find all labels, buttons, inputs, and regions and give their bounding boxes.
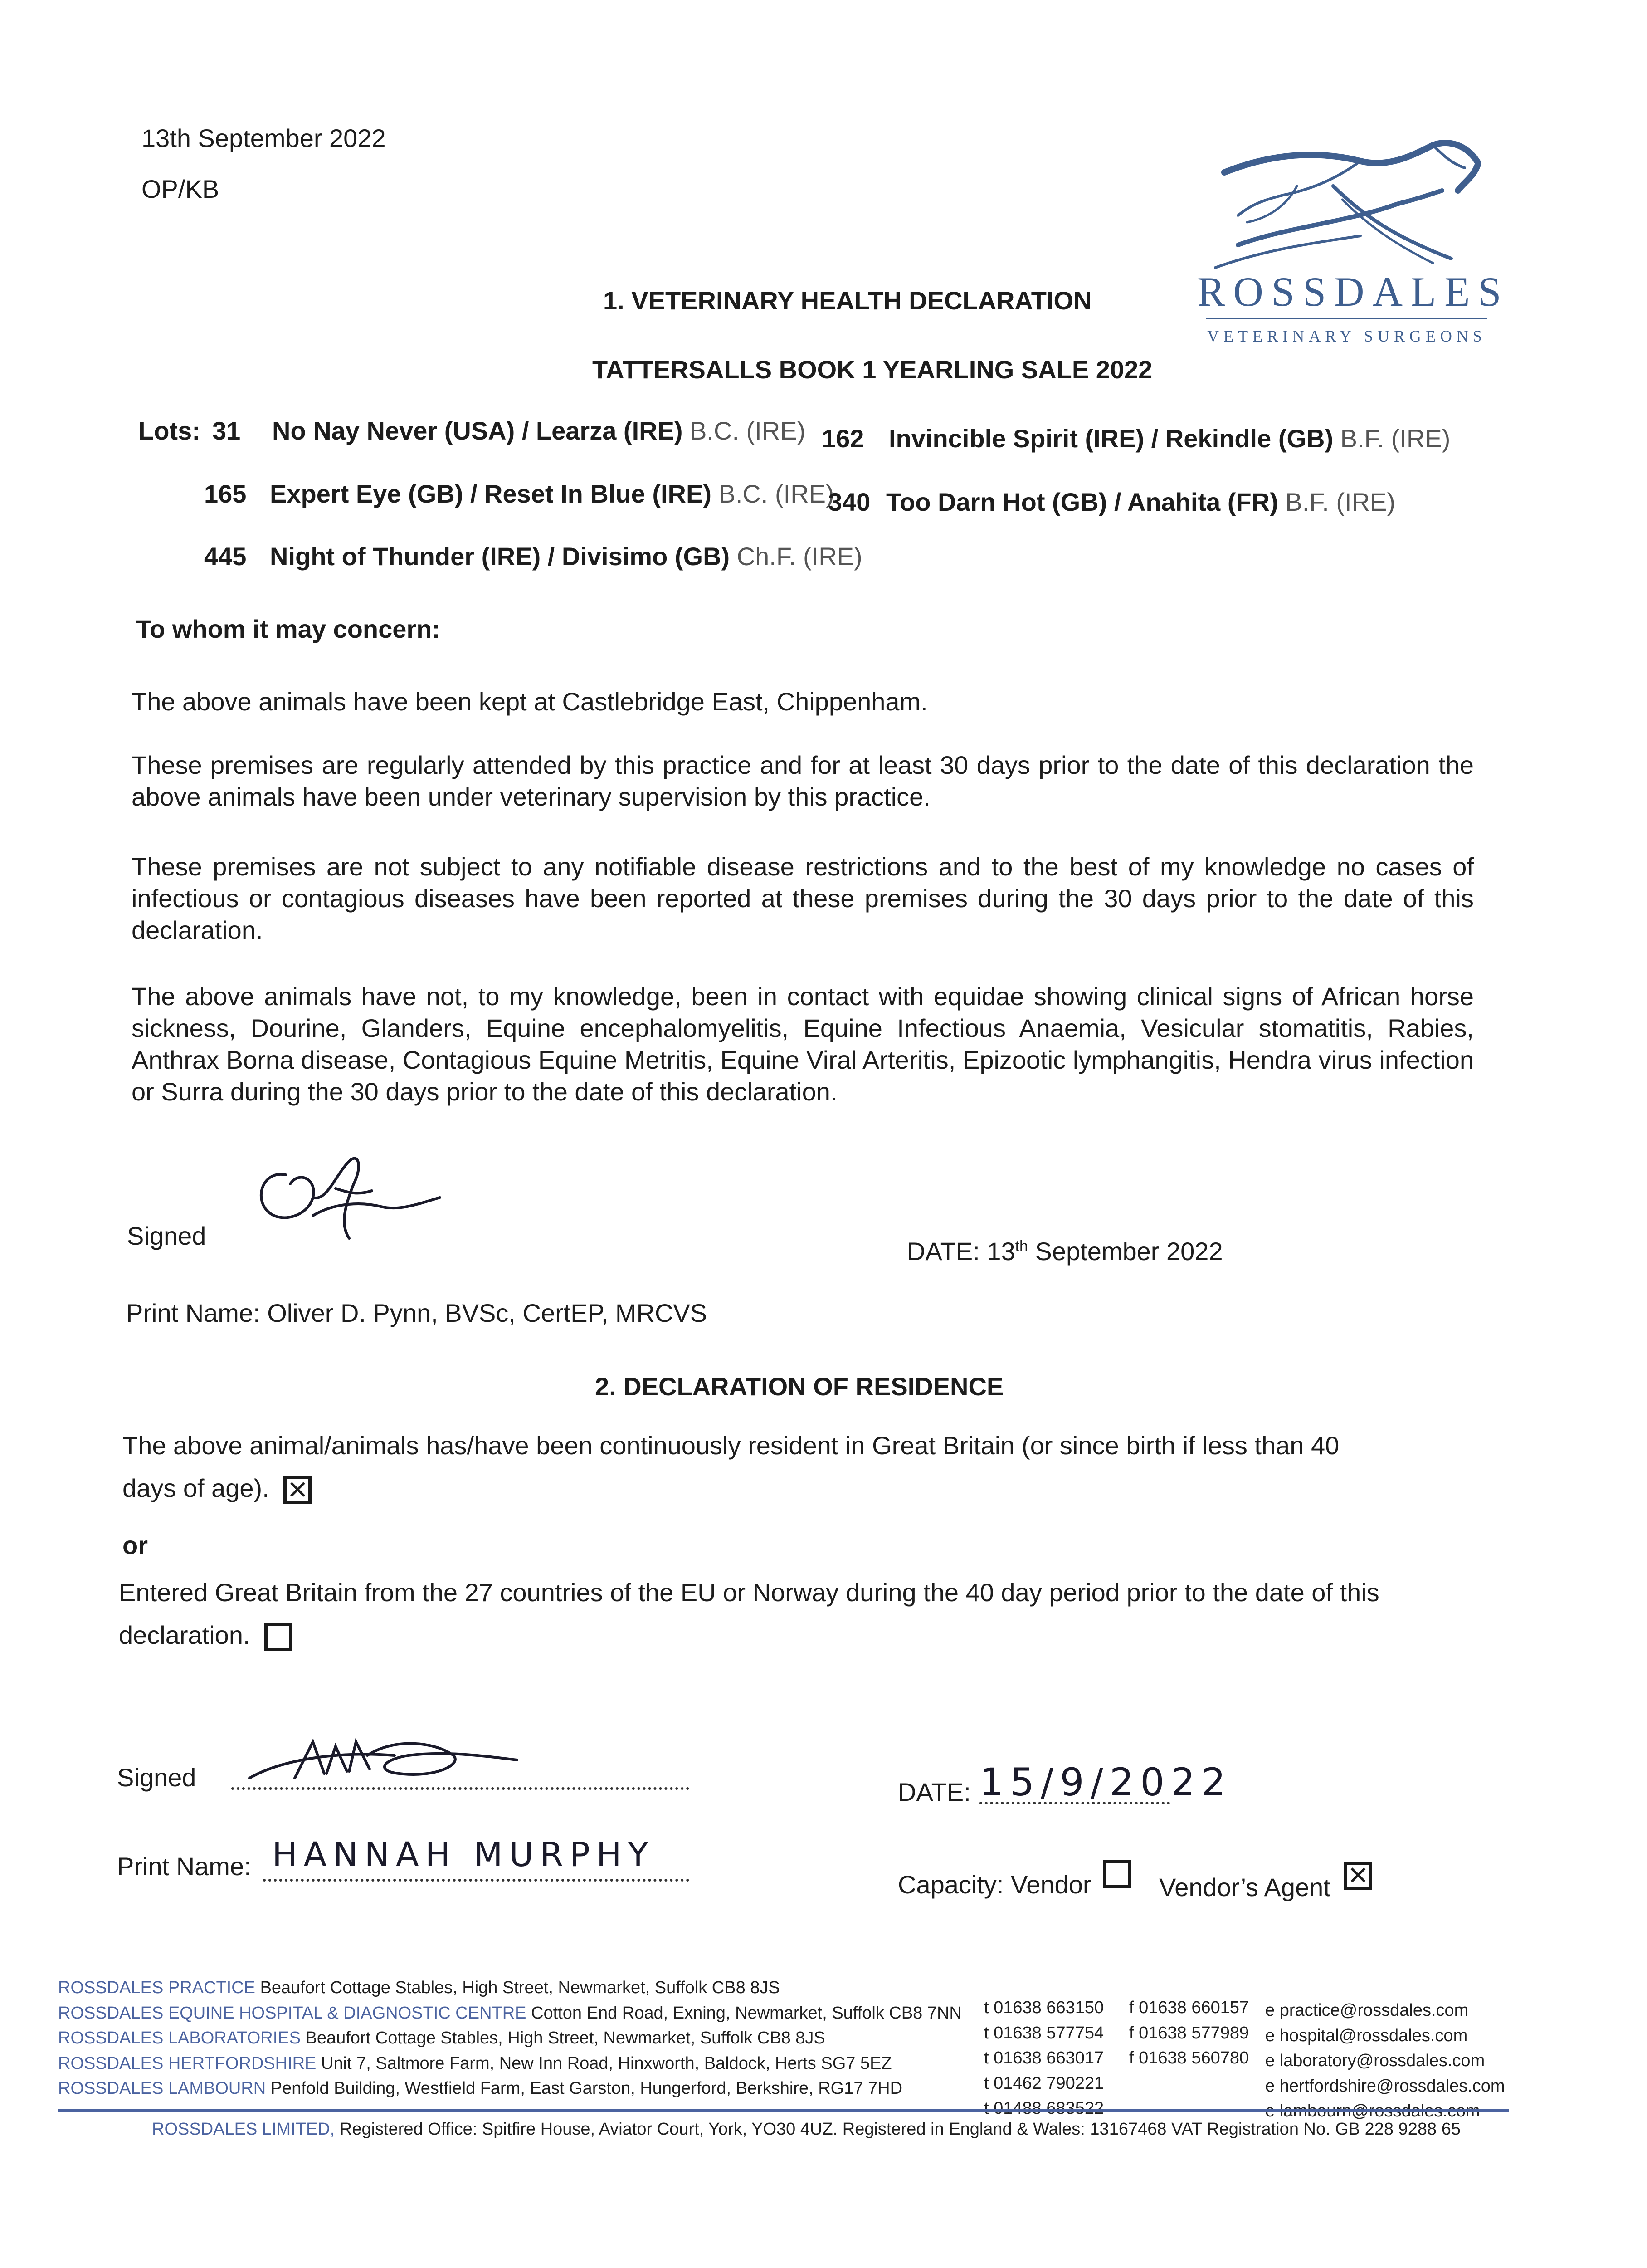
footer-org-name: ROSSDALES EQUINE HOSPITAL & DIAGNOSTIC CENTRE <box>58 2003 526 2023</box>
footer-fax: f 01638 560780 <box>1129 2048 1249 2068</box>
footer-addresses <box>58 1978 983 2099</box>
logo-tagline: VETERINARY SURGEONS <box>1207 327 1486 345</box>
footer-org-name: ROSSDALES LABORATORIES <box>58 2028 301 2048</box>
footer-phone: t 01488 683522 <box>984 2099 1104 2118</box>
horse-logo-icon <box>1197 136 1496 272</box>
residence-option-2 <box>119 1571 1389 1657</box>
option1-text: The above animal/animals has/have been continuously resident in Great Britain (or since birth if less than 40 days of age). <box>122 1431 1340 1502</box>
lot-desc: B.F. (IRE) <box>1285 488 1396 516</box>
footer-fax: f 01638 660157 <box>1129 1998 1249 2017</box>
lot-number: 31 <box>212 416 241 445</box>
vendor-agent-checkbox[interactable]: ✕ <box>1344 1862 1372 1890</box>
footer-address-row <box>58 2053 983 2074</box>
lot-number: 340 <box>828 488 871 516</box>
date-rest: September 2022 <box>1028 1237 1223 1266</box>
lots-label: Lots: <box>138 416 200 445</box>
date-label: DATE: 13 <box>907 1237 1015 1266</box>
footer-email: e hospital@rossdales.com <box>1265 2026 1468 2045</box>
print-name-label-2: Print Name: <box>117 1852 251 1881</box>
footer-emails <box>1265 2000 1519 2122</box>
footer-faxes <box>1129 1998 1265 2069</box>
footer-email: e lambourn@rossdales.com <box>1265 2102 1480 2121</box>
lot-name: Night of Thunder (IRE) / Divisimo (GB) <box>270 542 730 571</box>
footer-phones <box>984 1998 1134 2119</box>
footer-address-row <box>58 2003 983 2024</box>
section1-title: 1. VETERINARY HEALTH DECLARATION <box>603 286 1092 315</box>
lot-name: No Nay Never (USA) / Learza (IRE) <box>272 416 683 445</box>
footer-divider <box>58 2109 1509 2112</box>
agent-label: Vendor’s Agent <box>1159 1873 1330 1901</box>
date-line <box>979 1802 1170 1804</box>
footer-email: e laboratory@rossdales.com <box>1265 2051 1485 2071</box>
footer-email: e practice@rossdales.com <box>1265 2001 1469 2020</box>
logo-name: ROSSDALES <box>1197 269 1510 315</box>
lot-entry <box>272 415 805 447</box>
print-name-vet: Print Name: Oliver D. Pynn, BVSc, CertEP, MRCVS <box>126 1299 707 1327</box>
footer-registered <box>152 2119 1512 2140</box>
lot-number: 165 <box>204 479 247 508</box>
lot-name: Expert Eye (GB) / Reset In Blue (IRE) <box>270 479 711 508</box>
option2-checkbox[interactable] <box>264 1623 292 1651</box>
print-name-line <box>263 1879 689 1882</box>
rossdales-logo <box>1197 136 1510 354</box>
lot-desc: Ch.F. (IRE) <box>736 542 862 571</box>
lot-name: Too Darn Hot (GB) / Anahita (FR) <box>886 488 1278 516</box>
footer-fax: f 01638 577989 <box>1129 2023 1249 2043</box>
option1-checkbox[interactable]: ✕ <box>283 1476 312 1504</box>
paragraph: These premises are regularly attended by this practice and for at least 30 days prior to the date of this declaration the above animals have been under veterinary supervision by this practice. <box>132 751 1474 811</box>
letter-date: 13th September 2022 <box>141 124 386 152</box>
paragraph: The above animals have not, to my knowledge, been in contact with equidae showing clinical signs of African horse sickness, Dourine, Glanders, Equine encephalomyelitis, Equine Infectious Anaemia, Vesicular stomatitis, Rabies, Anthrax Borna disease, Contagious Equine Metritis, Equine Viral Arteritis, Epizootic lymphangitis, Hendra virus infection or Surra during the 30 days prior to the date of this declaration. <box>132 982 1474 1106</box>
footer-address: Beaufort Cottage Stables, High Street, Newmarket, Suffolk CB8 8JS <box>260 1978 780 1997</box>
lot-desc: B.C. (IRE) <box>718 479 834 508</box>
signature-vendor <box>245 1724 526 1799</box>
reference: OP/KB <box>141 175 219 203</box>
lot-number: 162 <box>822 424 864 453</box>
salutation: To whom it may concern: <box>136 615 441 643</box>
lot-entry <box>889 423 1450 455</box>
declaration-date <box>907 1236 1223 1267</box>
lot-entry <box>270 478 834 510</box>
footer-org-name: ROSSDALES HERTFORDSHIRE <box>58 2053 317 2073</box>
option2-text: Entered Great Britain from the 27 countries of the EU or Norway during the 40 day period prior to the date of this declaration. <box>119 1578 1379 1649</box>
paragraph: These premises are not subject to any notifiable disease restrictions and to the best of my knowledge no cases of infectious or contagious diseases have been reported at these premises during the 30 days prior to the date of this declaration. <box>132 852 1474 944</box>
signed-label-2: Signed <box>117 1763 196 1792</box>
date-suffix: th <box>1015 1237 1028 1255</box>
footer-address: Beaufort Cottage Stables, High Street, Newmarket, Suffolk CB8 8JS <box>305 2028 825 2048</box>
lot-desc: B.C. (IRE) <box>690 416 806 445</box>
footer-org-name: ROSSDALES LAMBOURN <box>58 2079 266 2098</box>
footer-phone: t 01638 663017 <box>984 2048 1104 2068</box>
lot-desc: B.F. (IRE) <box>1340 424 1451 453</box>
or-label: or <box>122 1531 148 1559</box>
residence-option-1 <box>122 1424 1392 1510</box>
footer-address: Unit 7, Saltmore Farm, New Inn Road, Hinxworth, Baldock, Herts SG7 5EZ <box>321 2053 892 2073</box>
footer-address-row <box>58 1978 983 1999</box>
registered-details: Registered Office: Spitfire House, Aviator Court, York, YO30 4UZ. Registered in England & Wales: 13167468 VAT Registration No. GB 228 9288 65 <box>335 2120 1461 2139</box>
lot-name: Invincible Spirit (IRE) / Rekindle (GB) <box>889 424 1334 453</box>
section2-title: 2. DECLARATION OF RESIDENCE <box>595 1372 1004 1401</box>
lot-entry <box>270 541 862 572</box>
lot-number: 445 <box>204 542 247 571</box>
footer-address-row <box>58 2078 983 2099</box>
lot-entry <box>886 486 1395 518</box>
footer-phone: t 01462 790221 <box>984 2073 1104 2093</box>
date-value-2: 15/9/2022 <box>979 1760 1232 1804</box>
date-label-2: DATE: <box>898 1778 971 1806</box>
footer-address: Penfold Building, Westfield Farm, East Garston, Hungerford, Berkshire, RG17 7HD <box>270 2079 903 2098</box>
paragraph: The above animals have been kept at Castlebridge East, Chippenham. <box>132 687 928 716</box>
footer-address: Cotton End Road, Exning, Newmarket, Suffolk CB8 7NN <box>531 2003 962 2023</box>
footer-address-row <box>58 2028 983 2049</box>
footer-phone: t 01638 663150 <box>984 1998 1104 2017</box>
footer-phone: t 01638 577754 <box>984 2023 1104 2043</box>
print-name-value-2: HANNAH MURPHY <box>272 1835 655 1874</box>
footer-email: e hertfordshire@rossdales.com <box>1265 2076 1505 2096</box>
section1-subtitle: TATTERSALLS BOOK 1 YEARLING SALE 2022 <box>592 355 1153 384</box>
registered-company: ROSSDALES LIMITED, <box>152 2120 335 2139</box>
vendor-checkbox[interactable] <box>1103 1860 1131 1888</box>
capacity-label: Capacity: Vendor <box>898 1870 1092 1899</box>
footer-org-name: ROSSDALES PRACTICE <box>58 1978 255 1997</box>
signature-vet <box>245 1148 453 1250</box>
signed-label: Signed <box>127 1222 206 1250</box>
